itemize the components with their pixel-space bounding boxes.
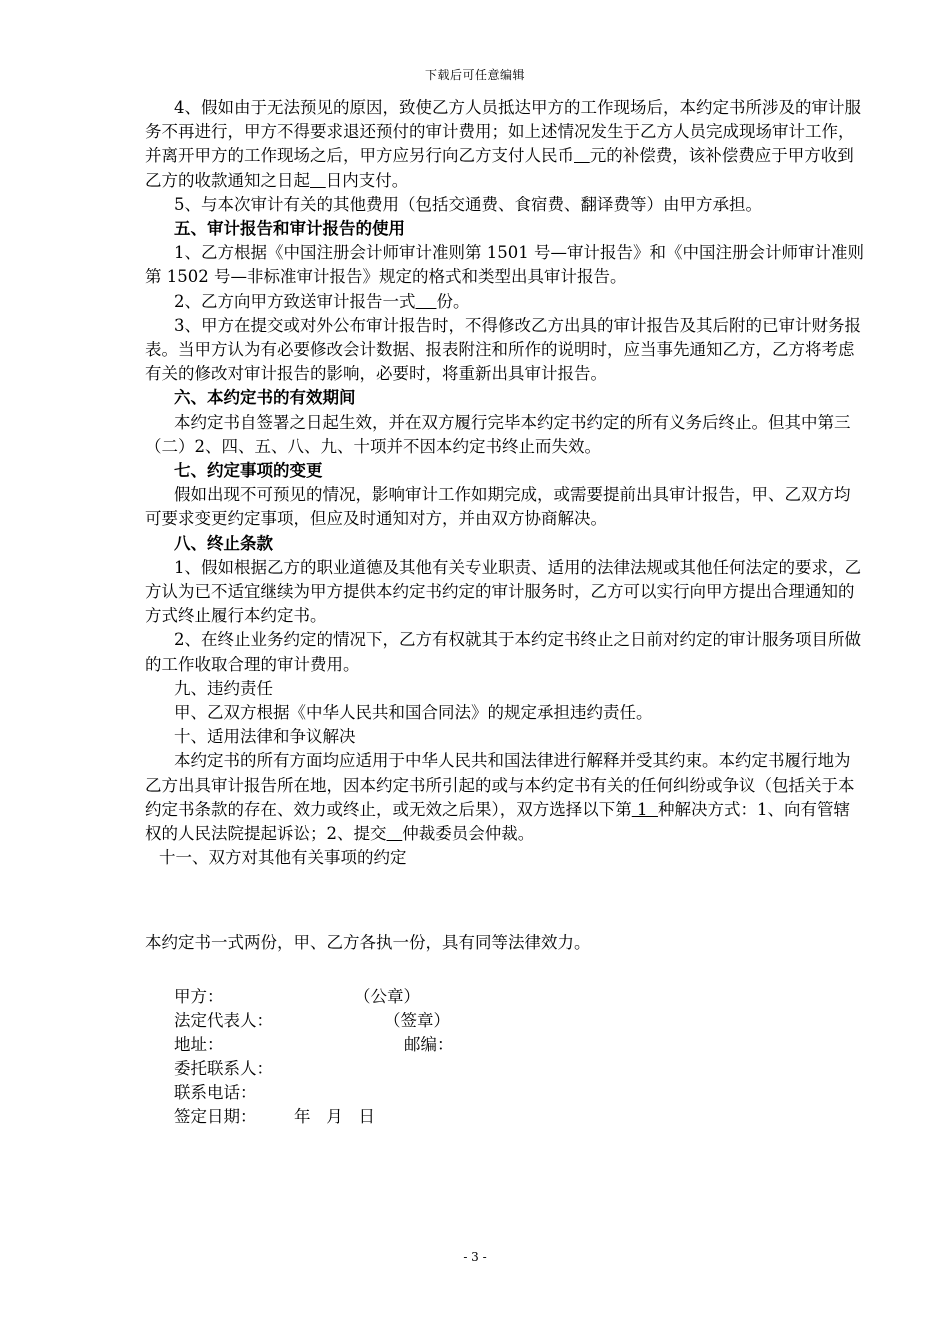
blank-copies bbox=[416, 292, 437, 311]
blank-arbitration bbox=[387, 824, 403, 843]
section-heading-5: 五、审计报告和审计报告的使用 bbox=[174, 219, 405, 239]
copies-statement: 本约定书一式两份，甲、乙方各执一份，具有同等法律效力。 bbox=[145, 932, 591, 952]
section-heading-9: 九、违约责任 bbox=[174, 678, 273, 698]
section-heading-11: 十一、双方对其他有关事项的约定 bbox=[159, 848, 407, 868]
page-header: 下载后可任意编辑 bbox=[424, 68, 525, 82]
paragraph-5: 5、与本次审计有关的其他费用（包括交通费、食宿费、翻译费等）由甲方承担。 bbox=[174, 194, 762, 214]
document-body bbox=[145, 96, 865, 1129]
sign-label: （签章） bbox=[384, 1010, 450, 1030]
address-label: 地址： bbox=[174, 1034, 224, 1054]
date-label: 签定日期： bbox=[174, 1106, 257, 1126]
blank-choice: 1 bbox=[631, 799, 658, 819]
section-9-text: 甲、乙双方根据《中华人民共和国合同法》的规定承担违约责任。 bbox=[174, 703, 653, 723]
section-8-item-1: 1、假如根据乙方的职业道德及其他有关专业职责、适用的法律法规或其他任何法定的要求，乙方认为已不适宜继续为甲方提供本约定书约定的审计服务时，乙方可以实行向甲方提出合理通知的方式终止履行本约定书。 bbox=[145, 557, 861, 626]
section-8-item-2: 2、在终止业务约定的情况下，乙方有权就其于本约定书终止之日前对约定的审计服务项目所做的工作收取合理的审计费用。 bbox=[145, 630, 861, 674]
section-heading-10: 十、适用法律和争议解决 bbox=[174, 727, 356, 747]
contact-label: 委托联系人： bbox=[174, 1058, 273, 1078]
blank-days bbox=[310, 171, 326, 190]
paragraph-4: 4、假如由于无法预见的原因，致使乙方人员抵达甲方的工作现场后，本约定书所涉及的审计服务不再进行，甲方不得要求退还预付的审计费用；如上述情况发生于乙方人员完成现场审计工作，并离开甲方的工作现场之后，甲方应另行向乙方支付人民币 元的补偿费，该补偿费应于甲方收到乙方的收款通知之日起 日内支付。 bbox=[145, 98, 861, 190]
section-heading-8: 八、终止条款 bbox=[174, 533, 273, 553]
section-5-item-3: 3、甲方在提交或对外公布审计报告时，不得修改乙方出具的审计报告及其后附的已审计财务报表。当甲方认为有必要修改会计数据、报表附注和所作的说明时，应当事先通知乙方，乙方将考虑有关的修改对审计报告的影响，必要时，将重新出具审计报告。 bbox=[145, 315, 861, 384]
section-heading-7: 七、约定事项的变更 bbox=[174, 461, 323, 481]
section-5-item-1: 1、乙方根据《中国注册会计师审计准则第 1501 号—审计报告》和《中国注册会计师审计准则第 1502 号—非标准审计报告》规定的格式和类型出具审计报告。 bbox=[145, 243, 864, 287]
party-label: 甲方： bbox=[174, 986, 224, 1006]
phone-label: 联系电话： bbox=[174, 1082, 257, 1102]
section-7-text: 假如出现不可预见的情况，影响审计工作如期完成，或需要提前出具审计报告，甲、乙双方均可要求变更约定事项，但应及时通知对方，并由双方协商解决。 bbox=[145, 485, 851, 529]
signature-block bbox=[145, 985, 865, 1129]
date-fill: 年 月 日 bbox=[294, 1106, 375, 1126]
seal-label: （公章） bbox=[354, 986, 420, 1006]
section-5-item-2: 2、乙方向甲方致送审计报告一式 份。 bbox=[174, 291, 470, 311]
blank-amount bbox=[574, 146, 590, 165]
representative-label: 法定代表人： bbox=[174, 1010, 273, 1030]
postcode-label: 邮编： bbox=[404, 1034, 454, 1054]
page-number: - 3 - bbox=[463, 1250, 487, 1264]
section-10-text: 本约定书的所有方面均应适用于中华人民共和国法律进行解释并受其约束。本约定书履行地为乙方出具审计报告所在地，因本约定书所引起的或与本约定书有关的任何纠纷或争议（包括关于本约定书条款的存在、效力或终止，或无效之后果），双方选择以下第 1 种解决方式：1、向有管辖权的人民法院提起诉讼；2、提交 仲裁委员会仲裁。 bbox=[145, 751, 855, 844]
section-heading-6: 六、本约定书的有效期间 bbox=[174, 388, 356, 408]
section-6-text: 本约定书自签署之日起生效，并在双方履行完毕本约定书约定的所有义务后终止。但其中第三（二）2、四、五、八、九、十项并不因本约定书终止而失效。 bbox=[145, 412, 851, 456]
